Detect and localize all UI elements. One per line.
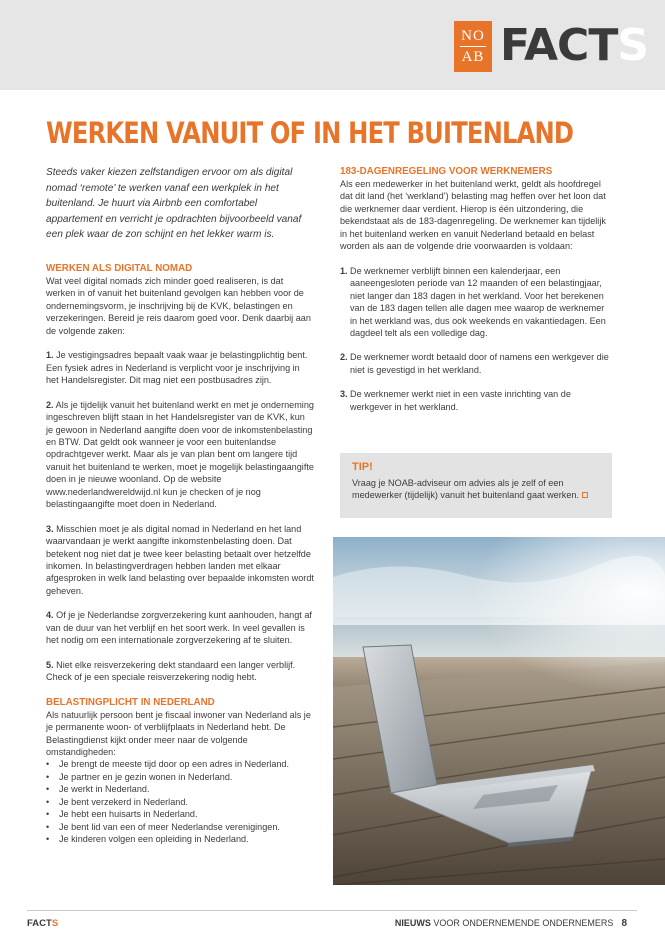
nomad-point-5: 5. Niet elke reisverzekering dekt standaard een langer verblijf. Check of je een speciale reisverzekering nodig hebt.	[46, 659, 296, 683]
brand-main: FACT	[500, 20, 618, 71]
nomad-point-4: 4. Of je je Nederlandse zorgverzekering kunt aanhouden, hangt af van de duur van het verblijf en het soort werk. In veel gevallen is het nodig om een internationale zorgverzekering af te sluiten.	[46, 610, 312, 646]
laptop-beach-photo	[333, 537, 665, 885]
logo-top-text: NO	[461, 28, 485, 44]
section-heading-digital-nomad: WERKEN ALS DIGITAL NOMAD	[46, 262, 193, 274]
list-item: • Je bent verzekerd in Nederland.	[46, 796, 188, 807]
belastingplicht-list	[46, 758, 314, 845]
left-column	[46, 165, 314, 846]
condition-3: 3. De werknemer werkt niet in een vaste inrichting van de werkgever in het werkland.	[340, 389, 571, 412]
noab-logo	[454, 21, 492, 72]
tip-text: Vraag je NOAB-adviseur om advies als je zelf of een medewerker (tijdelijk) vanuit het buitenland gaat werken.	[352, 477, 600, 502]
condition-2: 2. De werknemer wordt betaald door of namens een werkgever die niet is gevestigd in het werkland.	[340, 352, 609, 375]
list-item: • Je hebt een huisarts in Nederland.	[46, 809, 198, 820]
page-footer	[0, 910, 665, 943]
nomad-point-1: 1. Je vestigingsadres bepaalt vaak waar je belastingplichtig bent. Een fysiek adres in Nederland is verplicht voor je inschrijving in het Handelsregister. Dit mag niet een postbusadres zijn.	[46, 350, 308, 386]
digital-nomad-lead: Wat veel digital nomads zich minder goed realiseren, is dat werken in of vanuit het buitenland gevolgen kan hebben voor de ondernemingsvorm, je inschrijving bij de KVK, belastingen en verzekeringen. Bereid je reis daarom goed voor. Denk daarbij aan de volgende zaken:	[46, 275, 311, 336]
section-heading-belastingplicht: BELASTINGPLICHT IN NEDERLAND	[46, 696, 215, 708]
condition-1: 1. De werknemer verblijft binnen een kalenderjaar, een aaneengesloten periode van 12 maanden of een belastingjaar, niet langer dan 183 dagen in het werkland. Voor het berekenen van de 183 dagen tellen alle dagen mee waarop de werknemer in het werkland was, dus ook weekends en vakantiedagen. Een dagdeel telt als een volledige dag.	[340, 265, 606, 338]
facts-brand-title	[500, 18, 648, 74]
tip-heading: TIP!	[352, 461, 373, 473]
article-title: WERKEN VANUIT OF IN HET BUITENLAND	[46, 116, 574, 150]
tip-box	[340, 453, 612, 518]
right-column	[340, 165, 612, 413]
footer-tagline: NIEUWS VOOR ONDERNEMENDE ONDERNEMERS 8	[394, 918, 627, 929]
183-dagen-lead: Als een medewerker in het buitenland werkt, geldt als hoofdregel dat dit land (het ‘werkland’) belasting mag heffen over het loon dat die werknemer daar verdient. Hierop is één uitzondering, die bekendstaat als de 183-dagenregeling. De werknemer kan tijdelijk in het buitenland werken en vanuit Nederland betaald en belast worden als aan de volgende drie voorwaarden is voldaan:	[340, 179, 606, 252]
page-header	[0, 0, 665, 90]
list-item: • Je werkt in Nederland.	[46, 784, 150, 795]
footer-divider	[27, 910, 637, 911]
list-item: • Je brengt de meeste tijd door op een adres in Nederland.	[46, 759, 290, 770]
brand-ghost-letter: S	[617, 20, 649, 71]
nomad-point-2: 2. Als je tijdelijk vanuit het buitenland werkt en met je onderneming ingeschreven blijft staan in het Handelsregister van de KVK, kun je gewoon in Nederland aangifte doen voor de inkomstenbelasting en BTW. Dat geldt ook wanneer je voor een buitenlandse opdrachtgever werkt. Maar als je van plan bent om langere tijd vanuit het buitenland te werken, moet je mogelijk belastingaangifte doen in je nieuwe woonland. Op de website www.nederlandwereldwijd.nl kun je checken of je nog belastingaangifte moet doen in Nederland.	[46, 399, 314, 510]
logo-divider	[460, 46, 486, 47]
footer-brand: FACTS	[27, 918, 59, 929]
intro-paragraph: Steeds vaker kiezen zelfstandigen ervoor om als digital nomad ‘remote’ te werken vanaf een werkplek in het buitenland. Je huurt via Airbnb een comfortabel appartement en verricht je opdrachten bijvoorbeeld vanaf een plek waar de zon schijnt en het lekker warm is.	[46, 167, 302, 241]
section-heading-183-dagen: 183-DAGENREGELING VOOR WERKNEMERS	[340, 166, 553, 177]
nomad-point-3: 3. Misschien moet je als digital nomad in Nederland en het land waarvandaan je werkt aangifte inkomstenbelasting doen. Dat betekent nog niet dat je twee keer belasting betaalt over hetzelfde inkomen. In belastingverdragen hebben landen met elkaar afgesproken in welk land belasting over bepaalde inkomsten wordt geheven.	[46, 523, 314, 596]
list-item: • Je partner en je gezin wonen in Nederland.	[46, 771, 233, 782]
list-item: • Je kinderen volgen een opleiding in Nederland.	[46, 834, 249, 845]
list-item: • Je bent lid van een of meer Nederlandse verenigingen.	[46, 821, 280, 832]
end-mark-icon	[582, 492, 588, 498]
belastingplicht-lead: Als natuurlijk persoon bent je fiscaal inwoner van Nederland als je je permanente woon- of verblijfplaats in Nederland hebt. De Belastingdienst kijkt onder meer naar de volgende omstandigheden:	[46, 709, 311, 758]
page-number: 8	[621, 918, 627, 929]
logo-bottom-text: AB	[461, 49, 485, 65]
